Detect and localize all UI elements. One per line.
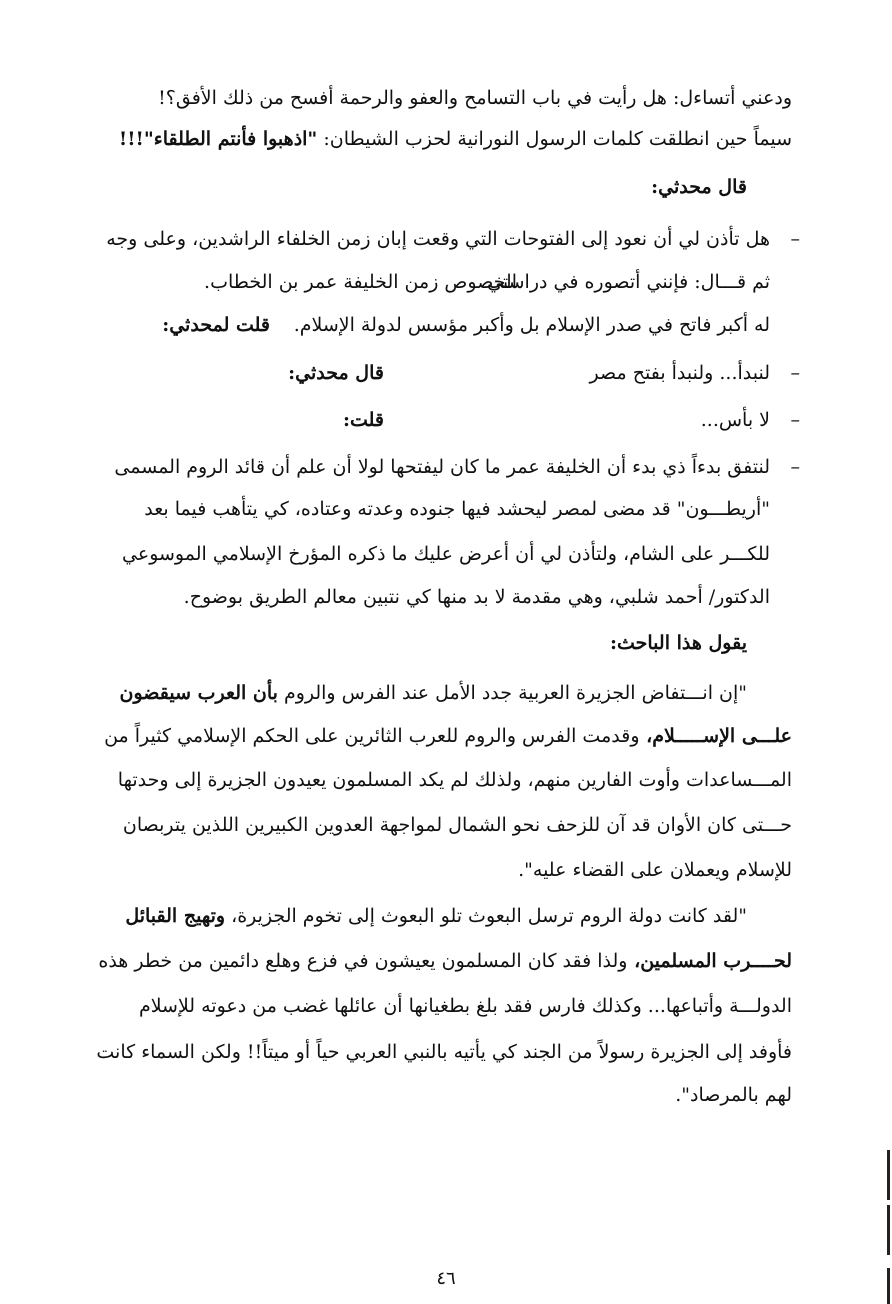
text-line: الدولـــة وأتباعها... وكذلك فارس فقد بلغ بطغيانها أن عائلها غضب من دعوته للإسلام (138, 995, 792, 1017)
text-run: ولذا فقد كان المسلمون يعيشون في فزع وهلع دائمين من خطر هذه (98, 950, 628, 972)
text-line: الخصوص زمن الخليفة عمر بن الخطاب. (204, 271, 517, 293)
text-line: له أكبر فاتح في صدر الإسلام بل وأكبر مؤسس لدولة الإسلام. (293, 314, 770, 336)
text-line: هل تأذن لي أن نعود إلى الفتوحات التي وقعت إبان زمن الخلفاء الراشدين، وعلى وجه (106, 228, 770, 250)
dash-marker: – (790, 456, 800, 478)
text-line (125, 901, 747, 931)
text-line (98, 946, 792, 976)
dash-marker: – (790, 228, 800, 250)
text-line (119, 124, 792, 154)
text-line: لنبدأ... ولنبدأ بفتح مصر (589, 362, 770, 384)
bold-run: لحــــرب المسلمين، (627, 950, 792, 972)
bold-run: علـــى الإســـــلام، (639, 725, 792, 747)
section-heading: يقول هذا الباحث: (609, 632, 747, 654)
text-line (104, 721, 792, 751)
text-line: حـــتى كان الأوان قد آن للزحف نحو الشمال لمواجهة العدوين الكبيرين اللذين يتربصان (122, 814, 792, 836)
scan-edge-mark (887, 1150, 890, 1200)
speaker-label: قلت لمحدثي: (162, 314, 270, 336)
bold-quote: "اذهبوا فأنتم الطلقاء"!!! (118, 128, 318, 150)
speaker-label: قال محدثي: (651, 176, 747, 198)
text-line: ودعني أتساءل: هل رأيت في باب التسامح والعفو والرحمة أفسح من ذلك الأفق؟! (158, 87, 792, 109)
page-number: ٤٦ (436, 1268, 456, 1289)
text-line: لا بأس... (700, 409, 770, 431)
text-run: وقدمت الفرس والروم للعرب الثائرين على الحكم الإسلامي كثيراً من (104, 725, 640, 747)
text-line: فأوفد إلى الجزيرة رسولاً من الجند كي يأتيه بالنبي العربي حياً أو ميتاً!! ولكن السماء كانت (96, 1041, 792, 1063)
text-line: لنتفق بدءاً ذي بدء أن الخليفة عمر ما كان ليفتحها لولا أن علم أن قائد الروم المسمى (114, 456, 770, 478)
bold-run: وتهيج القبائل (125, 905, 226, 927)
scan-edge-mark (887, 1205, 890, 1255)
text-run: "إن انـــتفاض الجزيرة العربية جدد الأمل عند الفرس والروم (277, 682, 747, 704)
text-line: "أريطـــون" قد مضى لمصر ليحشد فيها جنوده وعدته وعتاده، كي يتأهب فيما بعد (144, 498, 770, 520)
bold-run: بأن العرب سيقضون (119, 682, 278, 704)
text-line: الدكتور/ أحمد شلبي، وهي مقدمة لا بد منها كي نتبين معالم الطريق بوضوح. (183, 586, 770, 608)
text-run: "لقد كانت دولة الروم ترسل البعوث تلو البعوث إلى تخوم الجزيرة، (225, 905, 747, 927)
text-line: لهم بالمرصاد". (675, 1084, 792, 1106)
speaker-label: قال محدثي: (288, 362, 384, 384)
text-line: المـــساعدات وأوت الفارين منهم، ولذلك لم يكد المسلمون يعيدون الجزيرة إلى وحدتها (117, 769, 792, 791)
text-line (120, 678, 747, 708)
text-run: سيماً حين انطلقت كلمات الرسول النورانية لحزب الشيطان: (317, 128, 792, 150)
scan-edge-mark (887, 1268, 890, 1304)
dash-marker: – (790, 409, 800, 431)
dash-marker: – (790, 362, 800, 384)
speaker-label: قلت: (342, 409, 384, 431)
text-line: ثم قـــال: فإنني أتصوره في دراستي (487, 271, 770, 293)
text-line: للإسلام ويعملان على القضاء عليه". (518, 859, 792, 881)
text-line: للكـــر على الشام، ولتأذن لي أن أعرض عليك ما ذكره المؤرخ الإسلامي الموسوعي (122, 543, 770, 565)
